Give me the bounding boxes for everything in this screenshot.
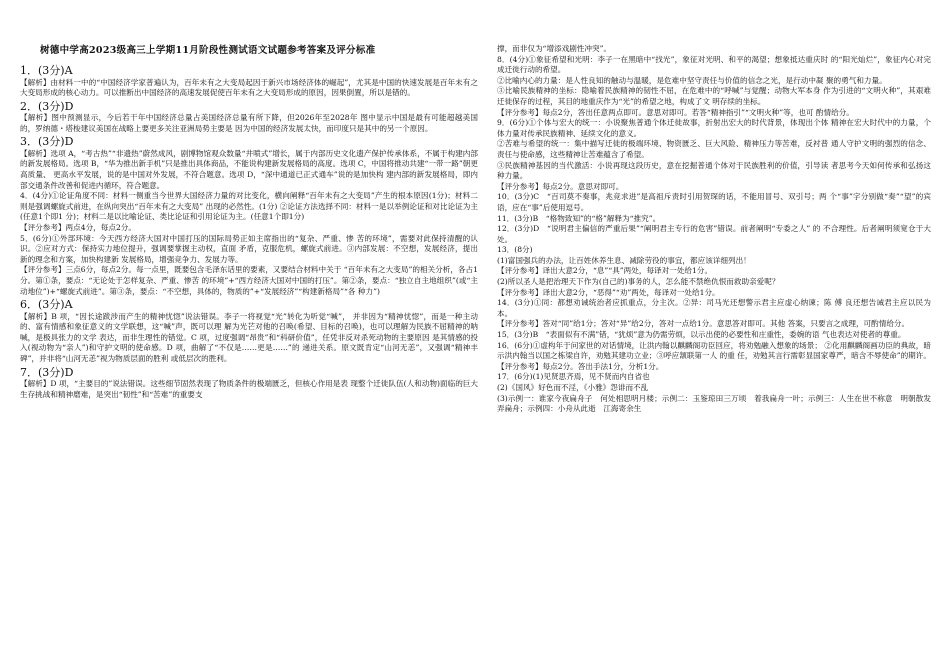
answer-paragraph: 11．(3分)B “格物致知”的“格”解释为“推究”。 <box>497 213 661 223</box>
answer-paragraph: 【评分参考】两点4分，每点2分。 <box>20 223 136 233</box>
answer-heading: 2．(3分)D <box>20 99 74 113</box>
answer-paragraph: 【评分参考】三点6分，每点2分。每一点里，既要包含毛泽东话里的要素，又要结合材料中关于 “百年未有之大变局”的相关分析，各占1分。第①条，要点：“无论处于怎样复杂、严重、惨苦 的环境”+“西方经济大国对中国的打压”。第②条，要点：“独立自主地组织”(或“主动地位”)+“螺旋式前进”。第③条，要点：“不空想，具体的，物质的”+“发展经济”“构建新格局”“各 种力”) <box>20 265 478 296</box>
document-title: 树德中学高2023级高三上学期11月阶段性测试语文试题参考答案及评分标准 <box>40 45 376 56</box>
answer-paragraph: 【评分参考】译出大意2分，“息”“具”两处，每译对一处给1分。 <box>497 266 713 276</box>
answer-paragraph: 10．(3分)C “百司莫不奏事，兆竞求进”是高祖斥责时引用贺琛的话，不能用冒号、双引号；两 个“事”字分别做“奏”“望”的宾语，应在“事”后使用逗号。 <box>497 192 931 212</box>
answer-paragraph: (2)《国风》好色而不淫，《小雅》怨诽而不乱 <box>497 383 649 392</box>
answer-paragraph: 【评分参考】每点2分，答出任意两点即可。意思对即可。若答“精神指引”“文明火种”等，也可 酌情给分。 <box>497 107 854 117</box>
left-column <box>20 63 478 400</box>
answer-paragraph: (3)示例一：谁家今夜扁舟子 何处相思明月楼；示例二：玉鉴琼田三万顷 着我扁舟一叶；示例三：人生在世不称意 明朝散发弄扁舟；示例四：小舟从此逝 江海寄余生 <box>497 393 931 414</box>
answer-paragraph: 5．(6分)①外部环境：今天西方经济大国对中国打压的国际局势正如主席指出的“复杂、严重、惨 苦的环境”，需要对此保持清醒的认识。②应对方式：保持实力地位提升，强调要掌握主动权，直面 矛盾，克服危机，螺旋式前进。③内部发展：不空想，发展经济，提出新的理念和方案，加快构建新 发展格局，增强竞争力、发展力等。 <box>20 233 478 264</box>
answer-paragraph: 【解析】B 项，“因长途跋涉而产生的精神忧惚”说法错误。李子一将视觉“光”转化为听觉“喊”， 并非因为“精神忧惚”，而是一种主动的、富有情感和象征意义的文学联想，这“喊”声，既可以理 解为光芒对他的召唤(希望、目标的召唤)，也可以理解为民族不屈精神的呐喊，是极具张力的文学 表达，而非生理性的错觉。C 项，过度强调“昂贵”和“科研价值”，任凭非反对杀死动物的主要原因 是其情感的投入(视动物为“亲人”)和守护文明的使命感。D 项，曲解了“不仅是……更是……”的 递进关系。原文既肯定“山河无恙”，又强调“精神丰碑”，并非将“山河无恙”视为物质层面的胜利 或低层次的胜利。 <box>20 311 478 364</box>
answer-paragraph: 4．(4分)①论证角度不同：材料一侧重当今世界大国经济力量的对比变化，横向阐释“百年未有之大变局”产生的根本原因(1分)；材料二则是强调螺旋式前进，在纵向突出“百年未有之大变局” 出现的必然性。(1分) ②论证方法选择不同：材料一是以举例论证和对比论证为主(任意1个即1 分)；材料二是以比喻论证、类比论证和引用论证为主。(任意1个即1分) <box>20 191 478 222</box>
answer-paragraph: 【评分参考】每点2分。意思对即可。 <box>497 181 624 191</box>
answer-paragraph: 9．(6分)①个体与宏大的统一：小说聚焦普通个体迁徙故事，折射出宏大的时代背景，体现出个体 精神在宏大时代中的力量，个体力量对传承民族精神、延续文化的意义。 <box>497 118 931 138</box>
answer-paragraph: 16．(6分)①虚构年于问家世的对话情境，让洪内翰以麒麟阁功臣回应，将劝勉融入想象的场景； ②化用麒麟阁画功臣的典故，暗示洪内翰当以国之栋梁自许，劝勉其建功立业；③呼应颔联第一人 的重 任，劝勉其言行需彰显国家尊严，暗含不辱使命”的期许。 <box>497 340 931 361</box>
right-column <box>497 44 931 415</box>
answer-paragraph: 【解析】D 项，“主要目的”说法错误。这些细节固然表现了物质条件的极端匮乏，但核心作用是表 现整个迁徙队伍(人和动物)面临的巨大生存挑战和精神磨难，是突出“韧性”和“苦难”的重要支 <box>20 379 478 399</box>
answer-paragraph: 【评分参考】每点2分。答出手法1分，分析1分。 <box>497 361 664 371</box>
answer-paragraph: 【评分参考】译出大意2分，“恶得”“劝”两处，每译对一处给1分。 <box>497 287 720 297</box>
answer-paragraph: 17．(6分)(1)见贤思齐焉，见不贤而内自省也 <box>497 372 650 382</box>
answer-paragraph: 【解析】选项 A，“考古热”“非遗热”蔚然成风，剧博物馆观众数量“井喷式”增长，属于内部历史文化遗产保护传承体系，不属于构建内部的新发展格局。选项 B，“华为推出新手机”只是推出具体商品，不能说构建新发展格局的高度。选项 C，中国将推动共建“一带一路”朝更高质量、 更高水平发展，说的是中国对外发展，不符合题意。选项 D，“深中通道已正式通车”说的是加快构 建内部的新发展格局，即内部交通条件改善和促进内循环，符合题意。 <box>20 148 478 190</box>
answer-paragraph: 【评分参考】答对“同”给1分；答对“异”给2分，答对一点给1分。意思答对即可。其他 答案，只要言之成理，可酌情给分。 <box>497 319 910 329</box>
answer-paragraph: ②苦难与希望的统一：集中描写迁徙的极端环境、物资匮乏、巨大风险、精神压力等苦难，反衬普 通人守护文明的强烈的信念、责任与使命感，这些精神让苦难蕴含了希望。 <box>497 139 931 159</box>
answer-paragraph: ③比喻民族精神的坐标：隐喻着民族精神的韧性不屈，在危难中的“呼喊”与觉醒；动物大军本身 作为引进的“文明火种”，其艰难迁徙保存的过程，其目的地重庆作为“光”的希望之地，构成了文 明存续的坐标。 <box>497 86 931 106</box>
answer-paragraph: 【解析】由材料一中的“中国经济学家普遍认为，百年未有之大变局起因于新兴市场经济体的崛起”，尤其是中国的快速发展是百年未有之大变局形成的核心动力。可以推断出中国经济的高速发展促使百年未有之大变局形成的原因，因果倒置，所以是错的。 <box>20 77 478 98</box>
answer-paragraph: 14．(3分)①同：都想劝诫统治者应抓重点，分主次。②异：司马光还想警示君主应虚心纳谏；陈 傅 良还想告诫君主应以民为本。 <box>497 298 931 318</box>
answer-heading: 7．(3分)D <box>20 365 74 379</box>
answer-heading: 3．(3分)D <box>20 135 74 149</box>
answer-paragraph: (2)所以圣人是把治理天下作为(自己的)事务的人，怎么能不禁绝仇恨而救助亲爱呢？ <box>497 277 780 287</box>
answer-paragraph: 撑，而非仅为“增添戏剧性冲突”。 <box>497 44 612 53</box>
answer-paragraph: 8．(4分)①象征希望和光明：李子一在黑暗中“找光”，象征对光明、和平的渴望；想象抵达重庆时 的“阳光灿烂”，象征内心对完成迁徙行动的希望。 <box>497 54 931 75</box>
answer-paragraph: 15．(3分)B “表面似有不满”错，“犹烦”意为仍需劳烦，以示出使的必要性和庄重性，委婉的语 气也表达对使者的尊重。 <box>497 330 906 340</box>
answer-heading: 1．(3分)A <box>20 64 73 77</box>
answer-paragraph: (1)富国强兵的办法，让百姓休养生息、减除劳役的事宜，都应该详细列出！ <box>497 255 751 265</box>
answer-paragraph: ③民族精神基因的当代激活：小说再现这段历史，意在挖掘普通个体对于民族胜利的价值，引导读 者思考今天如何传承和弘扬这种力量。 <box>497 160 931 181</box>
answer-heading: 6．(3分)A <box>20 298 73 312</box>
answer-paragraph: ②比喻内心的力量：是人性良知的触动与温暖，是危难中坚守责任与价值的信念之光，是行动中凝 聚的勇气和力量。 <box>497 75 887 85</box>
answer-paragraph: 13．(8分) <box>497 245 533 255</box>
answer-paragraph: 12．(3分)D “说明君主偏信的严重后果”“阐明君主专行的危害”错误。前者阐明“专委之人” 的 不合理性。后者阐明须宽仓于大处。 <box>497 224 931 244</box>
answer-paragraph: 【解析】图中预测显示，今后若干年中国经济总量占美国经济总量有所下降，但2026年至2028年 图中显示中国是最有可能超越美国的，罗纳德・塔梭建议美国在战略上要更多关注亚洲局势主要是 因为中国的经济发展太快，而印度只是其中的另一个原因。 <box>20 113 478 133</box>
